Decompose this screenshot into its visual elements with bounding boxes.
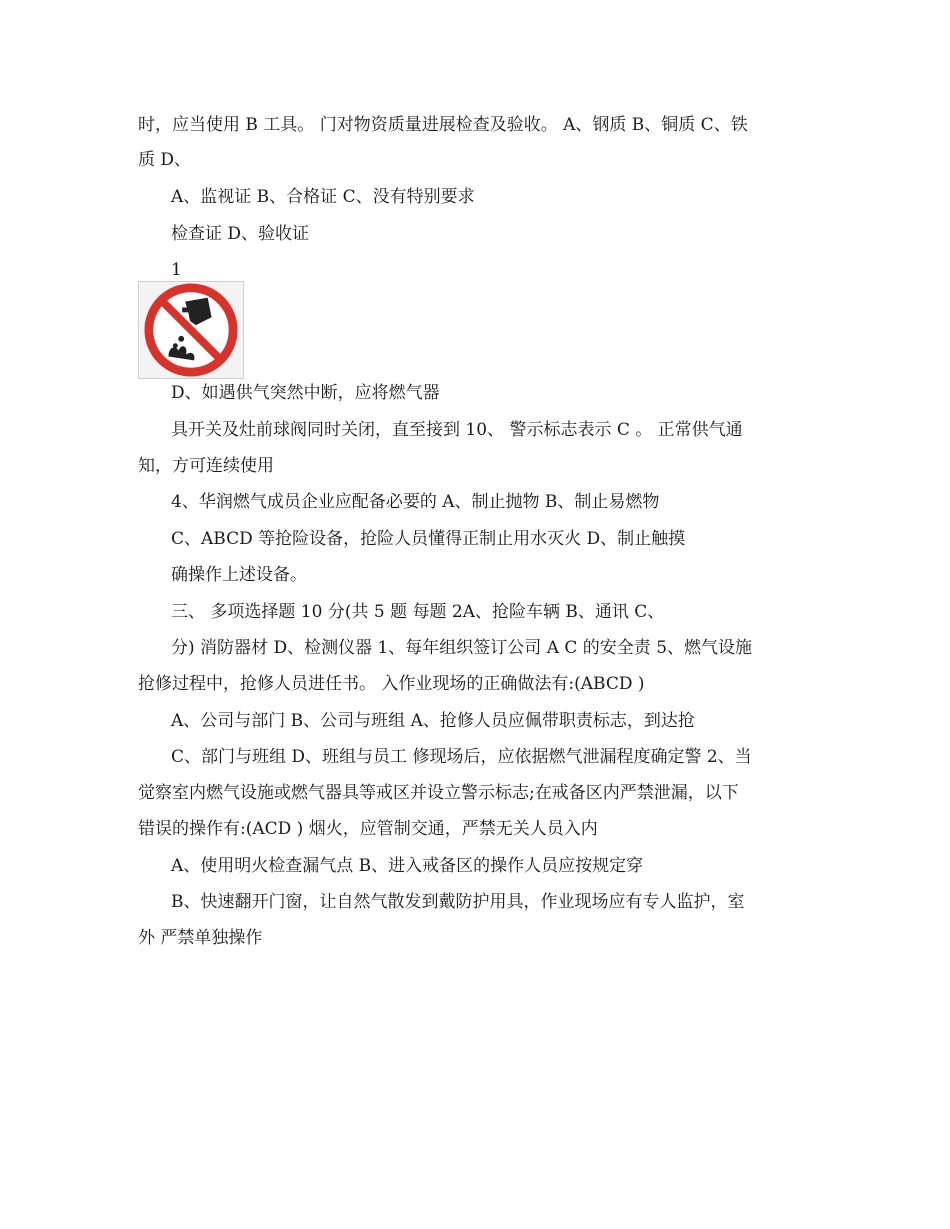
text-line-15: A、公司与部门 B、公司与班组 A、抢修人员应佩带职责标志，到达抢 <box>171 711 695 731</box>
text-line-4: 检查证 D、验收证 <box>171 224 310 244</box>
text-line-21: 外 严禁单独操作 <box>138 928 263 948</box>
text-line-20: B、快速翻开门窗，让自然气散发到戴防护用具，作业现场应有专人监护，室 <box>171 892 745 912</box>
text-line-6: D、如遇供气突然中断，应将燃气器 <box>171 383 440 403</box>
text-line-13: 分) 消防器材 D、检测仪器 1、每年组织签订公司 A C 的安全责 5、燃气设施 <box>171 638 753 658</box>
text-line-10: C、ABCD 等抢险设备，抢险人员懂得正制止用水灭火 D、制止触摸 <box>171 529 686 549</box>
text-line-2: 质 D、 <box>138 150 192 170</box>
text-line-3: A、监视证 B、合格证 C、没有特别要求 <box>171 187 475 207</box>
text-line-18: 错误的操作有:(ACD ) 烟火，应管制交通，严禁无关人员入内 <box>138 819 598 839</box>
text-line-17: 觉察室内燃气设施或燃气器具等戒区并设立警示标志;在戒备区内严禁泄漏，以下 <box>138 783 739 803</box>
text-line-8: 知，方可连续使用 <box>138 456 274 476</box>
text-line-7: 具开关及灶前球阀同时关闭，直至接到 10、 警示标志表示 C 。 正常供气通 <box>171 420 743 440</box>
text-line-9: 4、华润燃气成员企业应配备必要的 A、制止抛物 B、制止易燃物 <box>171 492 660 512</box>
text-line-19: A、使用明火检查漏气点 B、进入戒备区的操作人员应按规定穿 <box>171 856 644 876</box>
text-line-11: 确操作上述设备。 <box>171 565 307 585</box>
prohibition-sign-icon <box>138 281 244 379</box>
page-number: 1 <box>171 260 182 280</box>
text-line-16: C、部门与班组 D、班组与员工 修现场后，应依据燃气泄漏程度确定警 2、当 <box>171 747 752 767</box>
text-line-14: 抢修过程中，抢修人员进任书。 入作业现场的正确做法有:(ABCD ) <box>138 674 645 694</box>
text-line-1: 时，应当使用 B 工具。 门对物资质量进展检查及验收。 A、钢质 B、铜质 C、铁 <box>138 115 748 135</box>
section-heading: 三、 多项选择题 10 分(共 5 题 每题 2A、抢险车辆 B、通讯 C、 <box>171 602 665 622</box>
